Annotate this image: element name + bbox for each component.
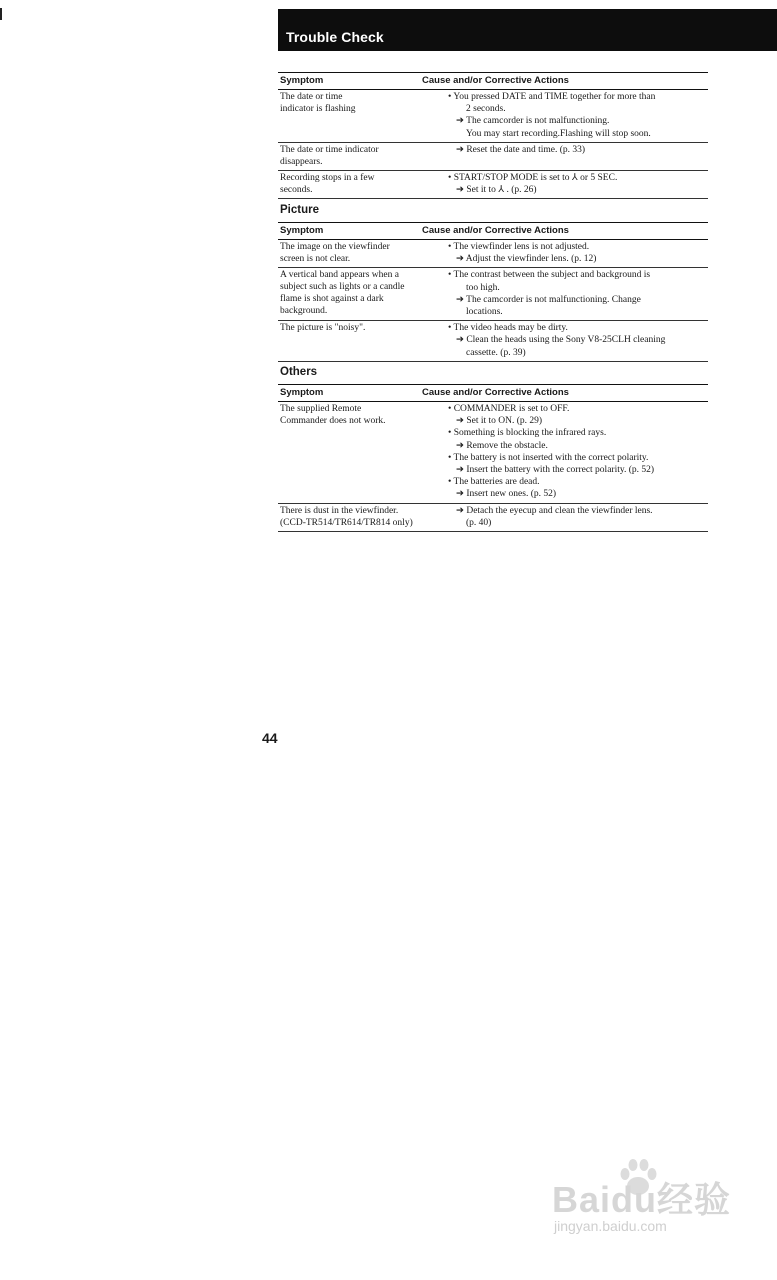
table-row xyxy=(278,402,708,504)
symptom-line: The date or time indicator xyxy=(280,144,379,155)
table-header xyxy=(278,384,708,402)
trouble-table-picture xyxy=(278,222,708,362)
corrective-action: ➔ Set it to ON. (p. 29) xyxy=(456,416,543,427)
cause-item: • You pressed DATE and TIME together for more than xyxy=(448,92,656,102)
continuation-line: You may start recording.Flashing will stop soon. xyxy=(466,128,651,139)
corrective-action: ➔ Insert the battery with the correct polarity. (p. 52) xyxy=(456,465,655,476)
corrective-action: ➔ Insert new ones. (p. 52) xyxy=(456,489,557,500)
watermark xyxy=(552,1158,732,1248)
symptom-line: disappears. xyxy=(280,156,323,167)
cause-cell xyxy=(448,91,708,140)
corrective-action: ➔ Clean the heads using the Sony V8-25CLH cleaning xyxy=(456,335,666,346)
symptom-line: The supplied Remote xyxy=(280,404,362,414)
cause-cell xyxy=(448,172,708,196)
symptom-cell xyxy=(278,91,448,140)
corrective-action: ➔ Reset the date and time. (p. 33) xyxy=(456,144,586,155)
table-row xyxy=(278,171,708,199)
cause-column-header: Cause and/or Corrective Actions xyxy=(422,387,569,398)
continuation-line: locations. xyxy=(466,307,503,318)
symptom-cell xyxy=(278,172,448,196)
cause-cell xyxy=(448,269,708,318)
cause-item: • The battery is not inserted with the correct polarity. xyxy=(448,452,649,463)
section-heading-others: Others xyxy=(280,366,318,378)
trouble-table-general xyxy=(278,72,708,199)
symptom-line: The image on the viewfinder xyxy=(280,242,390,252)
symptom-line: background. xyxy=(280,306,328,317)
cause-item: • START/STOP MODE is set to ⅄ or 5 SEC. xyxy=(448,172,618,183)
table-row xyxy=(278,143,708,171)
cause-column-header: Cause and/or Corrective Actions xyxy=(422,75,569,86)
cause-item: • The batteries are dead. xyxy=(448,477,540,488)
symptom-line: indicator is flashing xyxy=(280,104,356,114)
symptom-cell xyxy=(278,403,448,501)
symptom-line: Commander does not work. xyxy=(280,416,386,426)
watermark-url: jingyan.baidu.com xyxy=(554,1218,667,1234)
cause-item: • Something is blocking the infrared rays. xyxy=(448,428,607,439)
cause-item: • The viewfinder lens is not adjusted. xyxy=(448,242,590,252)
cause-item: • The video heads may be dirty. xyxy=(448,323,568,334)
table-row xyxy=(278,268,708,321)
corrective-action: ➔ The camcorder is not malfunctioning. Change xyxy=(456,294,641,305)
cause-cell xyxy=(448,403,708,501)
corrective-action: ➔ Set it to ⅄ . (p. 26) xyxy=(456,185,537,196)
cause-cell xyxy=(448,322,708,359)
continuation-line: too high. xyxy=(466,282,500,293)
symptom-cell xyxy=(278,241,448,265)
symptom-column-header: Symptom xyxy=(280,75,324,86)
table-row xyxy=(278,504,708,532)
cause-item: • The contrast between the subject and background is xyxy=(448,270,651,281)
symptom-cell xyxy=(278,505,448,529)
symptom-line: Recording stops in a few xyxy=(280,172,375,183)
table-header xyxy=(278,72,708,90)
table-header xyxy=(278,222,708,240)
corrective-action: ➔ The camcorder is not malfunctioning. xyxy=(456,116,610,127)
cause-cell xyxy=(448,144,708,168)
scan-edge-mark xyxy=(0,8,2,20)
corrective-action: ➔ Detach the eyecup and clean the viewfinder lens. xyxy=(456,505,653,516)
symptom-column-header: Symptom xyxy=(280,225,324,236)
symptom-line: flame is shot against a dark xyxy=(280,294,384,305)
watermark-logo: Baidu经验 xyxy=(552,1179,732,1220)
corrective-action: ➔ Adjust the viewfinder lens. (p. 12) xyxy=(456,254,597,265)
symptom-line: There is dust in the viewfinder. xyxy=(280,505,399,516)
table-row xyxy=(278,321,708,362)
corrective-action: ➔ Remove the obstacle. xyxy=(456,440,548,451)
cause-column-header: Cause and/or Corrective Actions xyxy=(422,225,569,236)
symptom-line: The date or time xyxy=(280,92,343,102)
title-bar xyxy=(278,9,777,51)
continuation-line: cassette. (p. 39) xyxy=(466,347,526,358)
symptom-line: (CCD-TR514/TR614/TR814 only) xyxy=(280,517,413,528)
trouble-table-others xyxy=(278,384,708,532)
symptom-cell xyxy=(278,322,448,359)
symptom-line: The picture is "noisy". xyxy=(280,323,366,334)
symptom-line: subject such as lights or a candle xyxy=(280,282,405,293)
section-heading-picture: Picture xyxy=(280,204,319,216)
symptom-column-header: Symptom xyxy=(280,387,324,398)
symptom-line: A vertical band appears when a xyxy=(280,270,399,281)
continuation-line: (p. 40) xyxy=(466,517,492,528)
continuation-line: 2 seconds. xyxy=(466,104,506,115)
page-number: 44 xyxy=(262,730,278,746)
symptom-line: seconds. xyxy=(280,184,313,195)
symptom-cell xyxy=(278,269,448,318)
cause-item: • COMMANDER is set to OFF. xyxy=(448,404,570,414)
cause-cell xyxy=(448,241,708,265)
page-title: Trouble Check xyxy=(286,29,384,45)
cause-cell xyxy=(448,505,708,529)
table-row xyxy=(278,240,708,268)
symptom-cell xyxy=(278,144,448,168)
table-row xyxy=(278,90,708,143)
symptom-line: screen is not clear. xyxy=(280,254,351,264)
